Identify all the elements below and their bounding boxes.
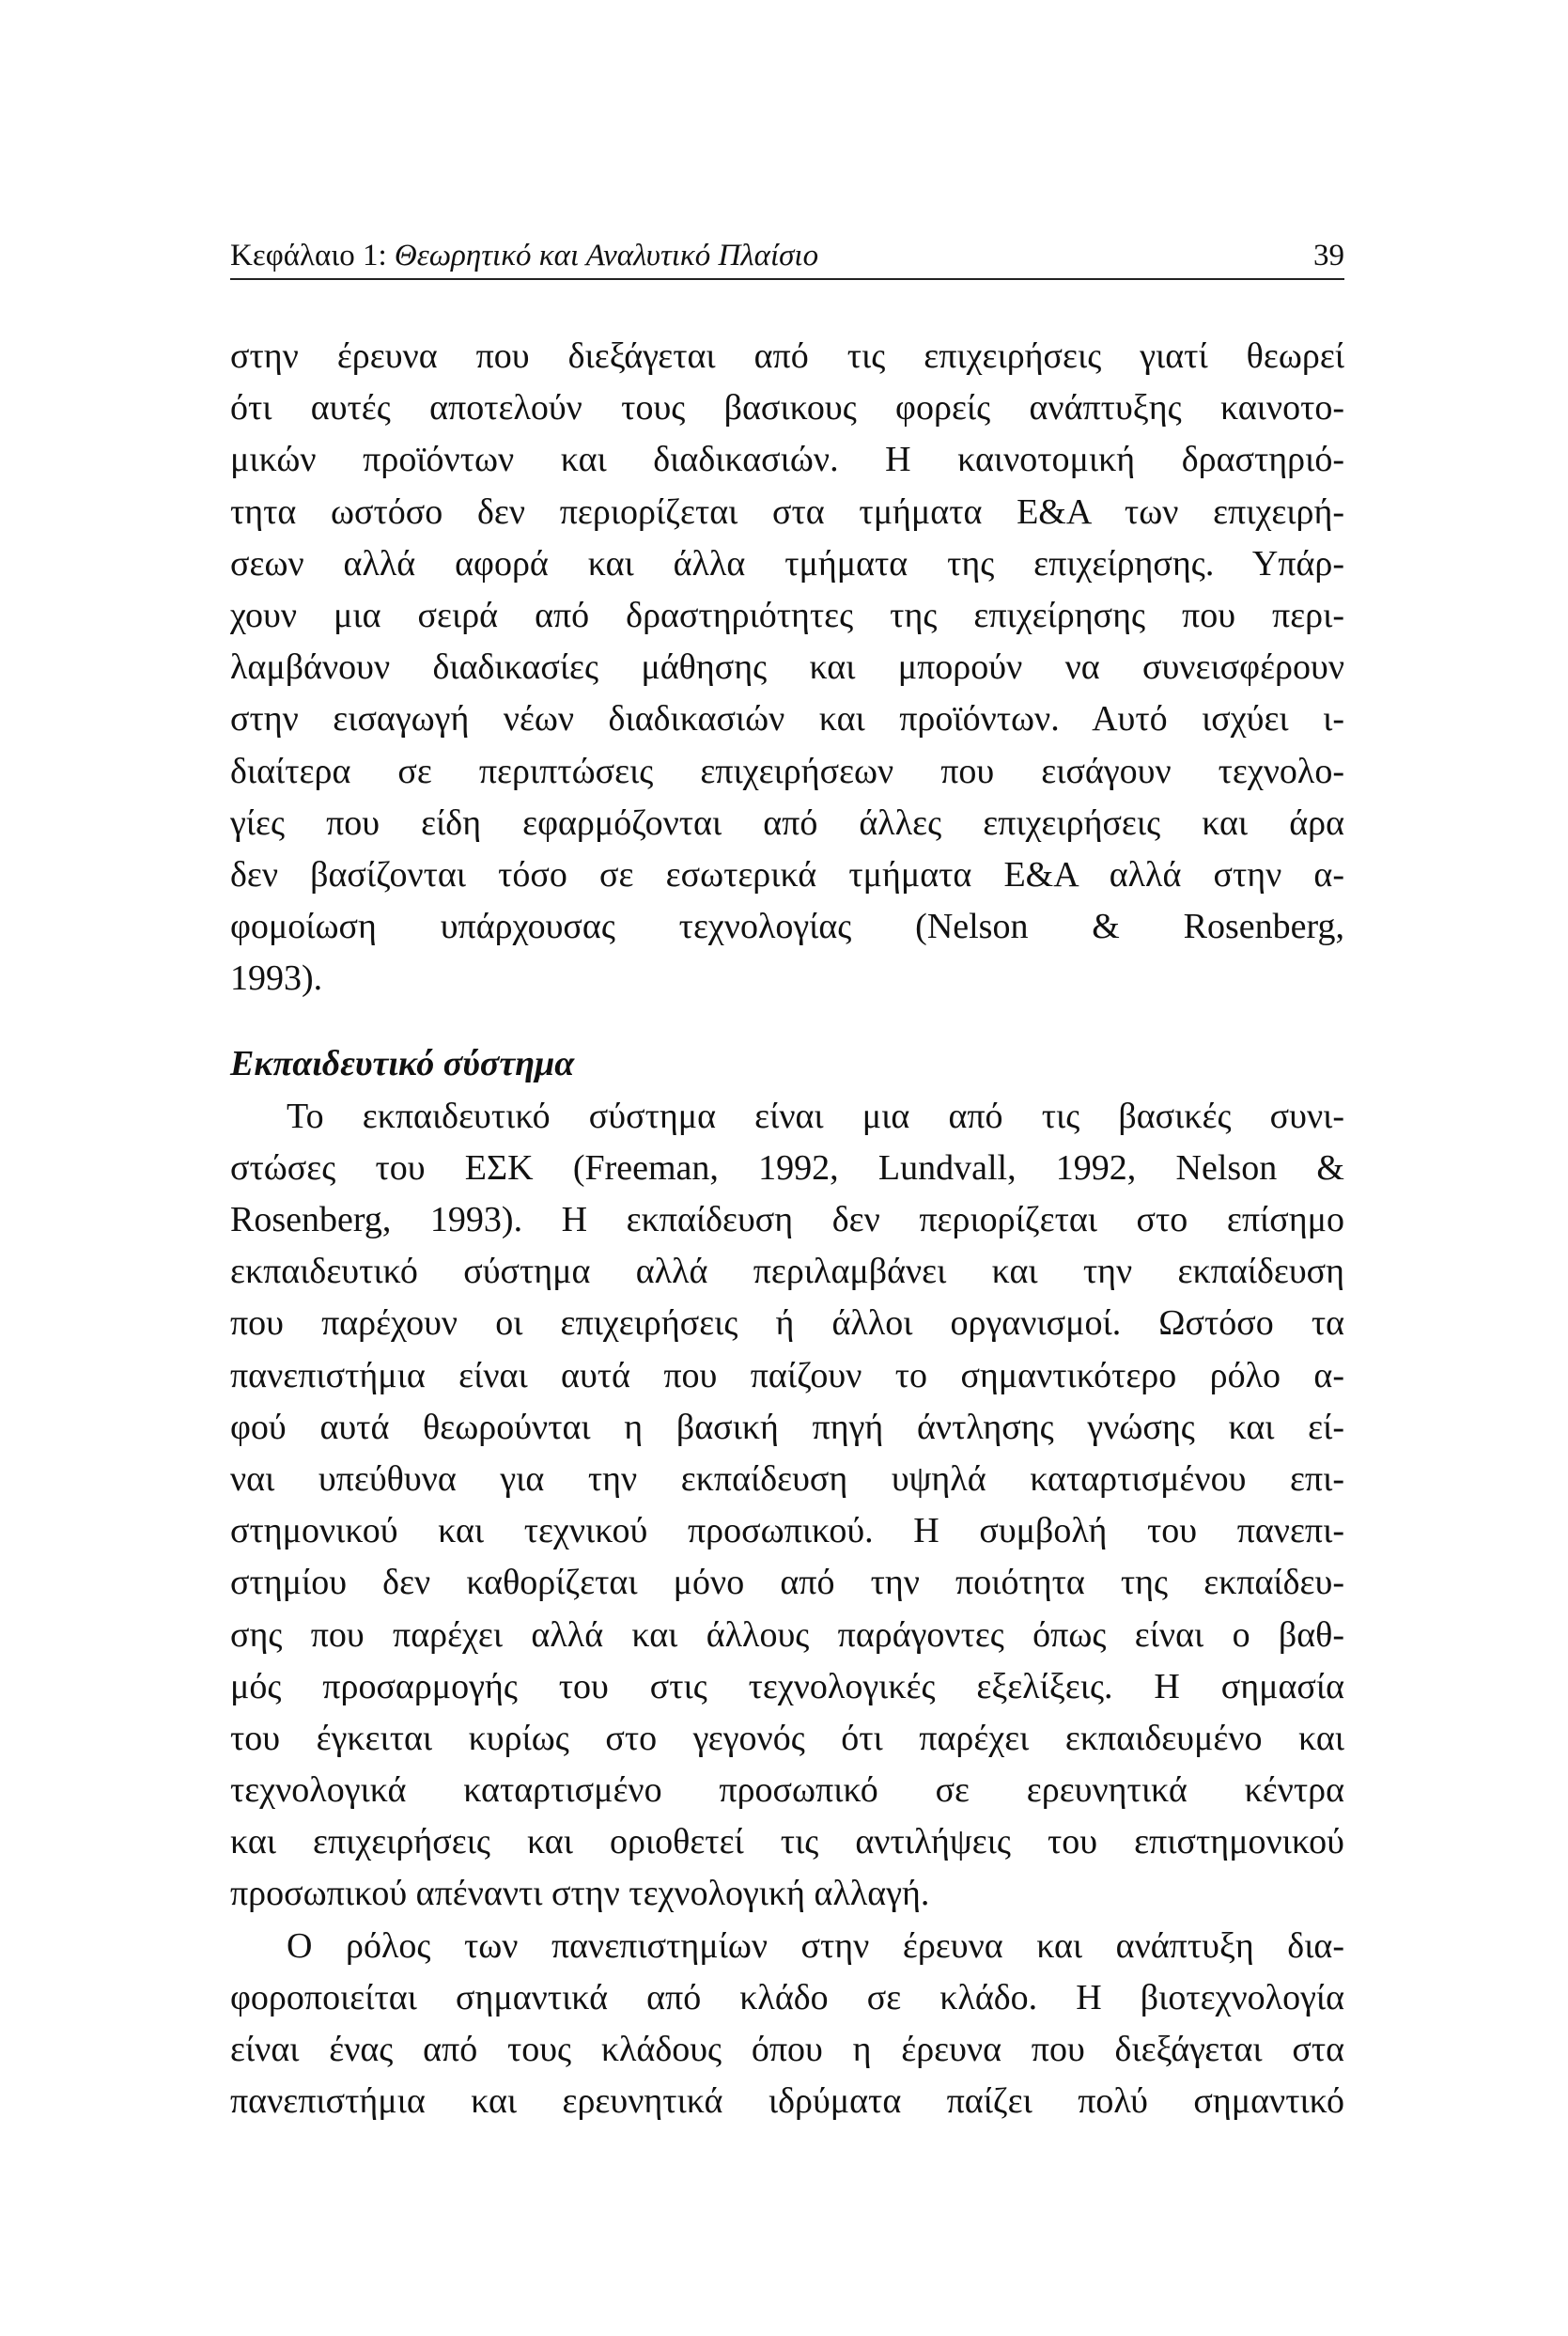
- text-line: και επιχειρήσεις και οριοθετεί τις αντιλήψεις του επιστημονικού: [230, 1822, 1344, 1862]
- text-line: ότι αυτές αποτελούν τους βασικους φορείς ανάπτυξης καινοτο-: [230, 388, 1344, 428]
- text-line: διαίτερα σε περιπτώσεις επιχειρήσεων που εισάγουν τεχνολο-: [230, 751, 1344, 791]
- text-line: μός προσαρμογής του στις τεχνολογικές εξελίξεις. Η σημασία: [230, 1666, 1344, 1706]
- text-line: ναι υπεύθυνα για την εκπαίδευση υψηλά καταρτισμένου επι-: [230, 1458, 1344, 1499]
- page-number: 39: [1313, 239, 1344, 273]
- text-line: προσωπικού απέναντι στην τεχνολογική αλλαγή.: [230, 1874, 930, 1914]
- text-line: σεων αλλά αφορά και άλλα τμήματα της επιχείρησης. Υπάρ-: [230, 543, 1344, 584]
- text-line: είναι ένας από τους κλάδους όπου η έρευνα που διεξάγεται στα: [230, 2030, 1344, 2069]
- body-text: [230, 331, 1344, 2127]
- text-line: Ο ρόλος των πανεπιστημίων στην έρευνα και ανάπτυξη δια-: [287, 1925, 1344, 1966]
- text-line: τεχνολογικά καταρτισμένο προσωπικό σε ερευνητικά κέντρα: [230, 1770, 1344, 1811]
- text-line: πανεπιστήμια και ερευνητικά ιδρύματα παίζει πολύ σημαντικό: [230, 2081, 1344, 2122]
- section-heading: Εκπαιδευτικό σύστημα: [230, 1044, 575, 1084]
- text-line: Το εκπαιδευτικό σύστημα είναι μια από τις βασικές συνι-: [287, 1096, 1344, 1136]
- text-line: στην εισαγωγή νέων διαδικασιών και προϊόντων. Αυτό ισχύει ι-: [230, 699, 1344, 740]
- paragraph-3: [230, 1921, 1344, 2128]
- paragraph-1: [230, 331, 1344, 1004]
- chapter-reference: [230, 233, 818, 278]
- text-line: στην έρευνα που διεξάγεται από τις επιχειρήσεις γιατί θεωρεί: [230, 336, 1344, 376]
- text-line: που παρέχουν οι επιχειρήσεις ή άλλοι οργανισμοί. Ωστόσο τα: [230, 1303, 1344, 1344]
- text-line: λαμβάνουν διαδικασίες μάθησης και μπορούν να συνεισφέρουν: [230, 647, 1344, 688]
- text-line: μικών προϊόντων και διαδικασιών. Η καινοτομική δραστηριό-: [230, 440, 1344, 480]
- text-line: χουν μια σειρά από δραστηριότητες της επιχείρησης που περι-: [230, 595, 1344, 635]
- text-line: στημονικού και τεχνικού προσωπικού. Η συμβολή του πανεπι-: [230, 1511, 1344, 1551]
- text-line: φοροποιείται σημαντικά από κλάδο σε κλάδο. Η βιοτεχνολογία: [230, 1977, 1344, 2017]
- text-line: δεν βασίζονται τόσο σε εσωτερικά τμήματα Ε&Α αλλά στην α-: [230, 854, 1344, 895]
- text-line: στώσες του ΕΣΚ (Freeman, 1992, Lundvall, 1992, Nelson &: [230, 1147, 1344, 1188]
- text-line: Rosenberg, 1993). Η εκπαίδευση δεν περιορίζεται στο επίσημο: [230, 1200, 1344, 1239]
- running-header: [230, 233, 1344, 280]
- text-line: φού αυτά θεωρούνται η βασική πηγή άντλησης γνώσης και εί-: [230, 1407, 1344, 1447]
- text-line: φομοίωση υπάρχουσας τεχνολογίας (Nelson & Rosenberg,: [230, 907, 1344, 947]
- text-line: γίες που είδη εφαρμόζονται από άλλες επιχειρήσεις και άρα: [230, 802, 1344, 843]
- text-line: στημίου δεν καθορίζεται μόνο από την ποιότητα της εκπαίδευ-: [230, 1563, 1344, 1603]
- chapter-label: Κεφάλαιο 1:: [230, 239, 395, 273]
- text-line: του έγκειται κυρίως στο γεγονός ότι παρέχει εκπαιδευμένο και: [230, 1718, 1344, 1758]
- paragraph-2: [230, 1091, 1344, 1921]
- text-line: τητα ωστόσο δεν περιορίζεται στα τμήματα Ε&Α των επιχειρή-: [230, 491, 1344, 532]
- text-line: εκπαιδευτικό σύστημα αλλά περιλαμβάνει και την εκπαίδευση: [230, 1252, 1344, 1292]
- text-line: σης που παρέχει αλλά και άλλους παράγοντες όπως είναι ο βαθ-: [230, 1614, 1344, 1655]
- text-line: 1993).: [230, 958, 323, 999]
- chapter-title: Θεωρητικό και Αναλυτικό Πλαίσιο: [394, 239, 819, 273]
- text-line: πανεπιστήμια είναι αυτά που παίζουν το σημαντικότερο ρόλο α-: [230, 1355, 1344, 1395]
